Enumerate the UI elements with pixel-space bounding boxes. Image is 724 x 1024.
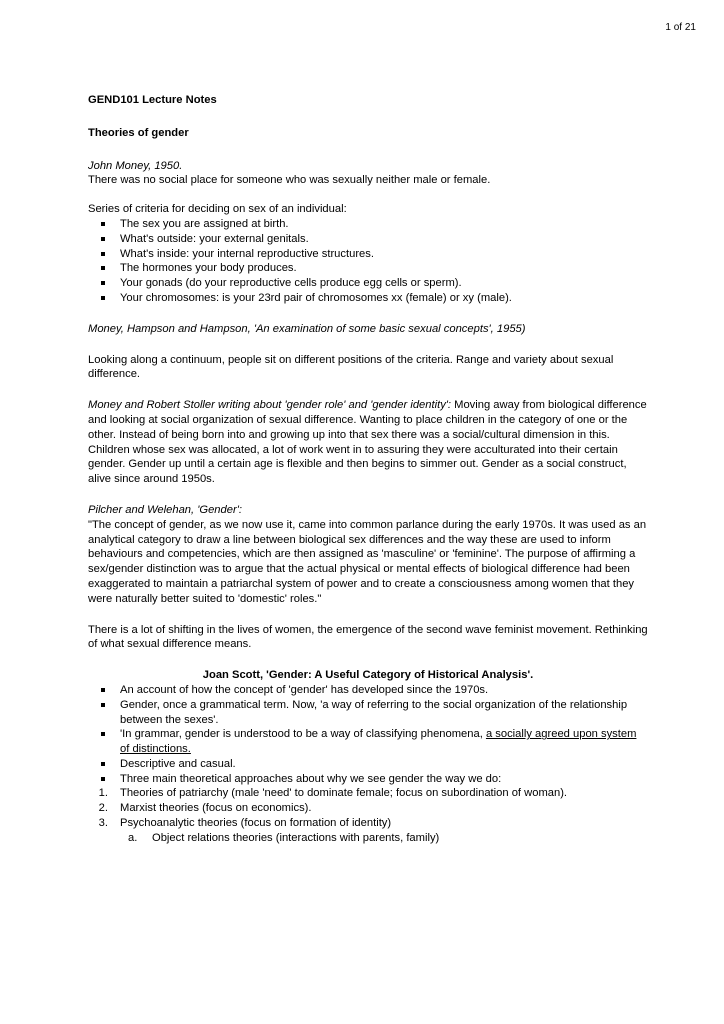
second-wave-paragraph: There is a lot of shifting in the lives of women, the emergence of the second wave feminist movement. Rethinking of what sexual difference means. <box>88 623 648 651</box>
money-hampson-text: Looking along a continuum, people sit on different positions of the criteria. Range and variety about sexual difference. <box>88 353 614 381</box>
money-1950-text: There was no social place for someone who was sexually neither male or female. <box>88 174 491 187</box>
scott-list <box>88 683 648 787</box>
stoller-paragraph <box>88 398 648 487</box>
approaches-list <box>88 786 648 830</box>
list-item-text: Psychoanalytic theories (focus on formation of identity) <box>120 817 392 830</box>
scott-heading: Joan Scott, 'Gender: A Useful Category of Historical Analysis'. <box>202 669 534 682</box>
list-item <box>88 801 648 816</box>
list-item-text: Theories of patriarchy (male 'need' to dominate female; focus on subordination of woman). <box>120 787 568 800</box>
criteria-intro: Series of criteria for deciding on sex of an individual: <box>88 203 347 216</box>
list-item: An account of how the concept of 'gender' has developed since the 1970s. <box>88 683 648 698</box>
pilcher-citation: Pilcher and Welehan, 'Gender': <box>88 503 242 516</box>
page-number: 1 of 21 <box>665 22 696 33</box>
document-title: GEND101 Lecture Notes <box>88 94 217 106</box>
list-item: What's inside: your internal reproductive structures. <box>88 247 648 262</box>
criteria-list <box>88 217 648 306</box>
stoller-text: Moving away from biological difference and looking at social organization of sexual difference. Wanting to place children in the category of one or the other. Instead of being born into and growing up into that sex there was a social/cultural dimension in this. Children whose sex was allocated, a lot of work went in to assuring they were acculturated into their certain gender. Gender up until a certain age is flexible and then begins to simmer out. Gender as a social construct, alive since around 1950s. <box>88 399 647 486</box>
pilcher-quote: "The concept of gender, as we now use it, came into common parlance during the early 1970s. It was used as an analytical category to draw a line between biological sex differences and the way these are used to inform behaviours and competencies, which are then assigned as 'masculine' or 'feminine'. The purpose of affirming a sex/gender distinction was to argue that the actual physical or mental effects of biological difference had been exaggerated to maintain a patriarchal system of power and to create a consciousness among women that they were naturally better suited to 'domestic' roles." <box>88 518 647 605</box>
list-item: The hormones your body produces. <box>88 261 648 276</box>
list-item: Your chromosomes: is your 23rd pair of chromosomes xx (female) or xy (male). <box>88 291 648 306</box>
list-item: Three main theoretical approaches about why we see gender the way we do: <box>88 772 648 787</box>
list-item: Gender, once a grammatical term. Now, 'a way of referring to the social organization of the relationship between the sexes'. <box>88 698 648 728</box>
list-item: Descriptive and casual. <box>88 757 648 772</box>
list-item <box>88 816 648 831</box>
list-item-text: Marxist theories (focus on economics). <box>120 802 312 815</box>
list-item-text: Object relations theories (interactions with parents, family) <box>152 831 440 844</box>
list-marker: 3. <box>98 817 108 830</box>
list-item: The sex you are assigned at birth. <box>88 217 648 232</box>
grammar-item-underlined: a socially agreed upon system of distinctions. <box>120 728 637 756</box>
grammar-item-prefix: 'In grammar, gender is understood to be a way of classifying phenomena, <box>120 728 486 741</box>
section-heading: Theories of gender <box>88 126 189 139</box>
money-hampson-citation: Money, Hampson and Hampson, 'An examination of some basic sexual concepts', 1955) <box>88 322 526 335</box>
money-1950-citation: John Money, 1950. <box>88 159 183 172</box>
list-marker: 2. <box>98 802 108 815</box>
list-item <box>88 727 648 757</box>
document-body <box>88 93 648 846</box>
list-marker: 1. <box>98 787 108 800</box>
stoller-citation: Money and Robert Stoller writing about 'gender role' and 'gender identity': <box>88 399 452 412</box>
list-marker: a. <box>128 831 138 844</box>
sub-list-item <box>88 831 648 846</box>
list-item: What's outside: your external genitals. <box>88 232 648 247</box>
list-item: Your gonads (do your reproductive cells produce egg cells or sperm). <box>88 276 648 291</box>
list-item <box>88 786 648 801</box>
